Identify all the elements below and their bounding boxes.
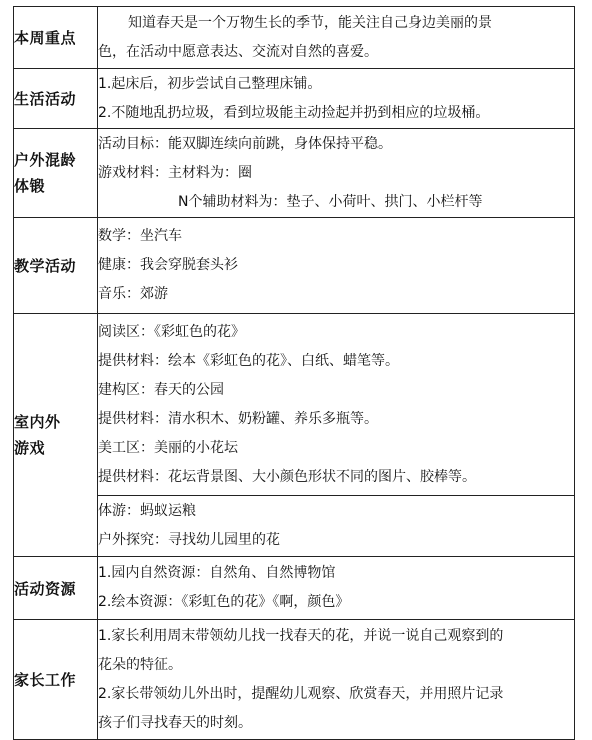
content-outdoor-games [98, 496, 575, 557]
life-line-2: 2.不随地乱扔垃圾，看到垃圾能主动捡起并扔到相应的垃圾桶。 [98, 104, 490, 121]
indoor-line-5: 美工区：美丽的小花坛 [98, 439, 238, 456]
row-outdoor-exercise [14, 129, 575, 218]
indoor-line-4: 提供材料：清水积木、奶粉罐、养乐多瓶等。 [98, 410, 378, 427]
indoor-line-1: 阅读区：《彩虹色的花》 [98, 323, 245, 340]
label-indoor-line-2: 游戏 [14, 439, 46, 457]
content-weekly-focus [98, 7, 575, 69]
indoor-line-3: 建构区：春天的公园 [98, 381, 224, 398]
focus-line-2: 色，在活动中愿意表达、交流对自然的喜爱。 [98, 43, 378, 60]
content-life-activity [98, 69, 575, 129]
outdoor-line-2: 游戏材料：主材料为：圈 [98, 164, 252, 181]
parents-line-1: 1.家长利用周末带领幼儿找一找春天的花，并说一说自己观察到的 [98, 627, 504, 644]
outdoor-game-line-2: 户外探究：寻找幼儿园里的花 [98, 532, 280, 548]
content-outdoor-exercise [98, 129, 575, 218]
weekly-plan-table [13, 6, 575, 740]
label-parent-work: 家长工作 [14, 620, 98, 740]
row-teaching-activity [14, 218, 575, 314]
label-outdoor-line-1: 户外混龄 [14, 151, 77, 169]
label-outdoor-exercise [14, 129, 98, 218]
teaching-line-2: 健康：我会穿脱套头衫 [98, 257, 238, 273]
outdoor-game-line-1: 体游：蚂蚁运粮 [98, 503, 196, 519]
content-parent-work [98, 620, 575, 740]
row-parent-work [14, 620, 575, 740]
indoor-line-6: 提供材料：花坛背景图、大小颜色形状不同的图片、胶棒等。 [98, 468, 476, 485]
teaching-line-1: 数学：坐汽车 [98, 228, 182, 244]
content-indoor-areas [98, 314, 575, 496]
content-activity-resources [98, 557, 575, 620]
label-activity-resources: 活动资源 [14, 557, 98, 620]
label-weekly-focus: 本周重点 [14, 7, 98, 69]
life-line-1: 1.起床后，初步尝试自己整理床铺。 [98, 75, 322, 92]
row-outdoor-games [14, 496, 575, 557]
label-indoor-outdoor-games [14, 314, 98, 557]
parents-line-2: 花朵的特征。 [98, 656, 182, 673]
content-teaching-activity [98, 218, 575, 314]
row-activity-resources [14, 557, 575, 620]
label-indoor-line-1: 室内外 [14, 413, 61, 431]
resources-line-1: 1.园内自然资源：自然角、自然博物馆 [98, 565, 336, 581]
parents-line-4: 孩子们寻找春天的时刻。 [98, 714, 252, 731]
row-indoor-outdoor-games [14, 314, 575, 496]
label-teaching-activity: 教学活动 [14, 218, 98, 314]
row-life-activity [14, 69, 575, 129]
parents-line-3: 2.家长带领幼儿外出时，提醒幼儿观察、欣赏春天，并用照片记录 [98, 685, 504, 702]
label-outdoor-line-2: 体锻 [14, 177, 46, 195]
outdoor-line-3: N个辅助材料为：垫子、小荷叶、拱门、小栏杆等 [178, 193, 483, 210]
outdoor-line-1: 活动目标：能双脚连续向前跳，身体保持平稳。 [98, 135, 392, 152]
resources-line-2: 2.绘本资源：《彩虹色的花》《啊，颜色》 [98, 594, 350, 610]
focus-line-1: 知道春天是一个万物生长的季节，能关注自己身边美丽的景 [128, 14, 492, 31]
row-weekly-focus [14, 7, 575, 69]
teaching-line-3: 音乐：郊游 [98, 286, 168, 302]
label-life-activity: 生活活动 [14, 69, 98, 129]
indoor-line-2: 提供材料：绘本《彩虹色的花》、白纸、蜡笔等。 [98, 352, 399, 369]
